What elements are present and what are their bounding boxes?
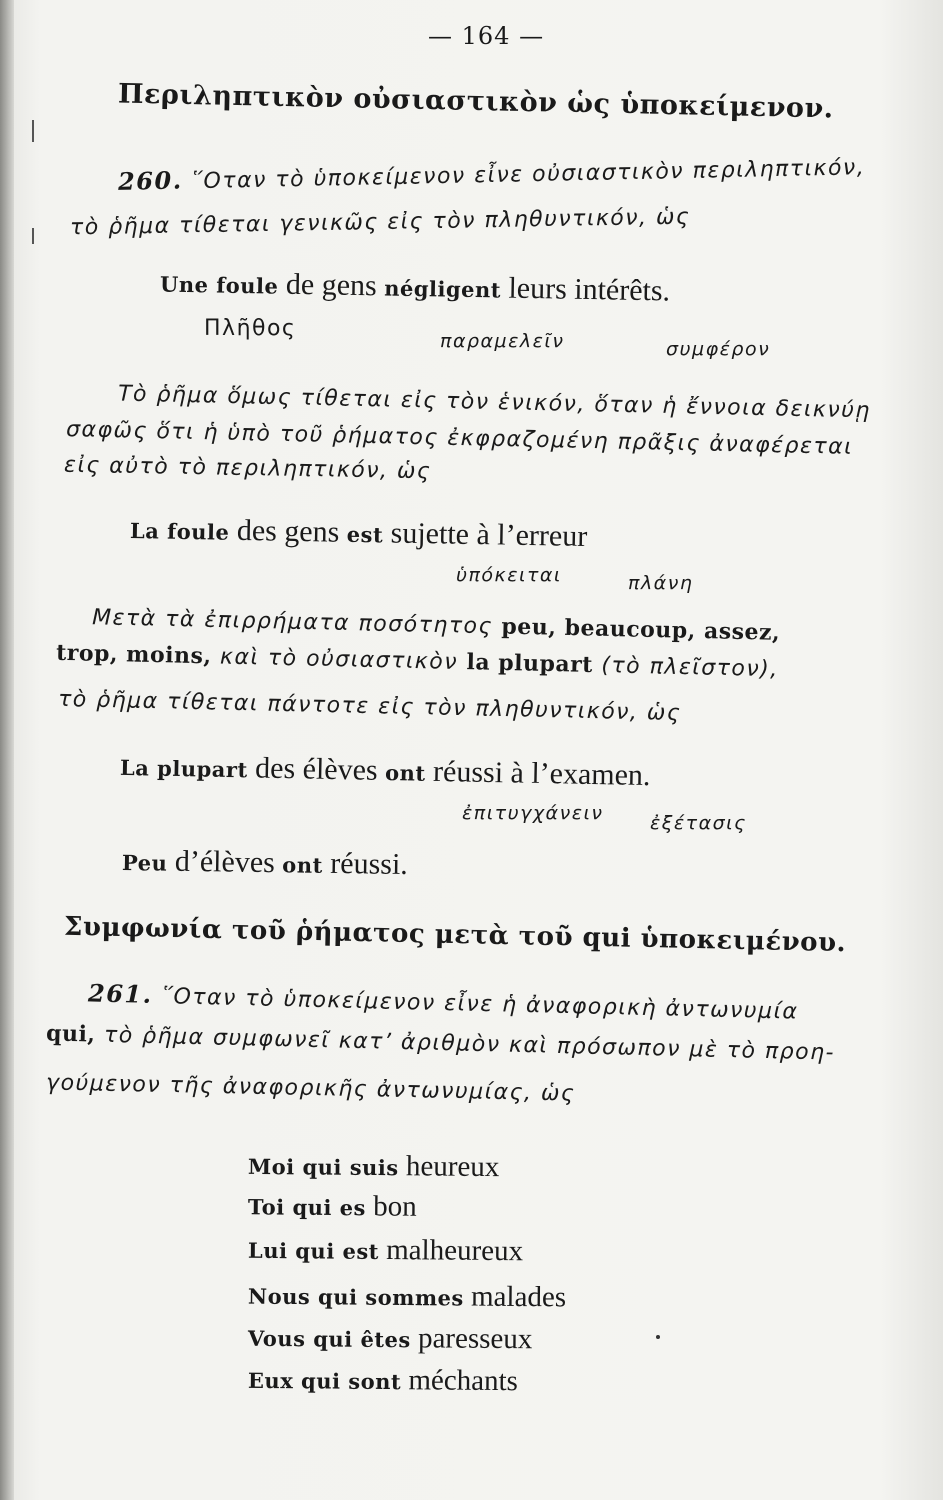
paragraph-3-line-1: Μετὰ τὰ ἐπιρρήματα ποσότητος peu, beaucoup, assez, xyxy=(91,605,781,646)
qui-example-4: Nous qui sommes malades xyxy=(247,1280,567,1314)
page-number: — 164 — xyxy=(428,22,545,50)
paragraph-261-line-3: γούμενον τῆς ἀναφορικῆς ἀντωνυμίας, ὡς xyxy=(45,1070,576,1107)
example-2-sentence: La foule des gens est sujette à l’erreur xyxy=(129,513,588,553)
margin-mark xyxy=(32,120,34,142)
paragraph-2-line-3: εἰς αὐτὸ τὸ περιληπτικόν, ὡς xyxy=(63,452,432,485)
example-1-gloss-2: παραμελεῖν xyxy=(440,330,565,352)
qui-example-6: Eux qui sont méchants xyxy=(247,1364,519,1398)
example-1-gloss-3: συμφέρον xyxy=(666,338,771,360)
margin-mark xyxy=(32,228,34,244)
ink-speck xyxy=(656,1335,660,1339)
example-1-gloss-1: Πλῆθος xyxy=(204,316,297,341)
example-1-sentence: Une foule de gens négligent leurs intérêts. xyxy=(159,267,671,308)
qui-example-5: Vous qui êtes paresseux xyxy=(247,1322,533,1356)
qui-example-3: Lui qui est malheureux xyxy=(247,1233,524,1268)
section-heading-qui-agreement: Συμφωνία τοῦ ῥήματος μετὰ τοῦ qui ὑποκειμένου. xyxy=(63,911,847,959)
example-2-gloss-2: πλάνη xyxy=(628,572,694,594)
paragraph-260-line-1: 260. ῞Οταν τὸ ὑποκείμενον εἶνε οὐσιαστικὸν περιληπτικόν, xyxy=(117,155,866,196)
paragraph-261-line-2: qui, τὸ ῥῆμα συμφωνεῖ κατ’ ἀριθμὸν καὶ πρόσωπον μὲ τὸ προη- xyxy=(45,1020,836,1066)
qui-example-1: Moi qui suis heureux xyxy=(247,1150,500,1184)
qui-example-2: Toi qui es bon xyxy=(247,1190,417,1223)
paragraph-number: 260. xyxy=(117,165,183,196)
example-2-gloss-1: ὑπόκειται xyxy=(456,564,562,586)
section-heading-collective-noun: Περιληπτικὸν οὐσιαστικὸν ὡς ὑποκείμενον. xyxy=(117,78,834,125)
paragraph-number: 261. xyxy=(87,978,153,1009)
example-3-gloss-1: ἐπιτυγχάνειν xyxy=(462,802,604,824)
book-spine-shadow xyxy=(0,0,14,1500)
paragraph-2-line-2: σαφῶς ὅτι ἡ ὑπὸ τοῦ ῥήματος ἐκφραζομένη πρᾶξις ἀναφέρεται xyxy=(65,417,854,460)
paragraph-3-line-3: τὸ ῥῆμα τίθεται πάντοτε εἰς τὸν πληθυντικόν, ὡς xyxy=(57,686,682,727)
example-3-gloss-2: ἐξέτασις xyxy=(650,812,747,834)
paragraph-261-line-1: 261. ῞Οταν τὸ ὑποκείμενον εἶνε ἡ ἀναφορικὴ ἀντωνυμία xyxy=(87,978,799,1025)
example-4-sentence: Peu d’élèves ont réussi. xyxy=(121,844,409,881)
example-3-sentence: La plupart des élèves ont réussi à l’examen. xyxy=(119,751,651,793)
paragraph-2-line-1: Τὸ ῥῆμα ὅμως τίθεται εἰς τὸν ἑνικόν, ὅταν ἡ ἔννοια δεικνύῃ xyxy=(117,381,872,424)
paragraph-3-line-2: trop, moins, καὶ τὸ οὐσιαστικὸν la plupart (τὸ πλεῖστον), xyxy=(55,639,780,683)
paragraph-260-line-2: τὸ ῥῆμα τίθεται γενικῶς εἰς τὸν πληθυντικόν, ὡς xyxy=(69,204,691,241)
